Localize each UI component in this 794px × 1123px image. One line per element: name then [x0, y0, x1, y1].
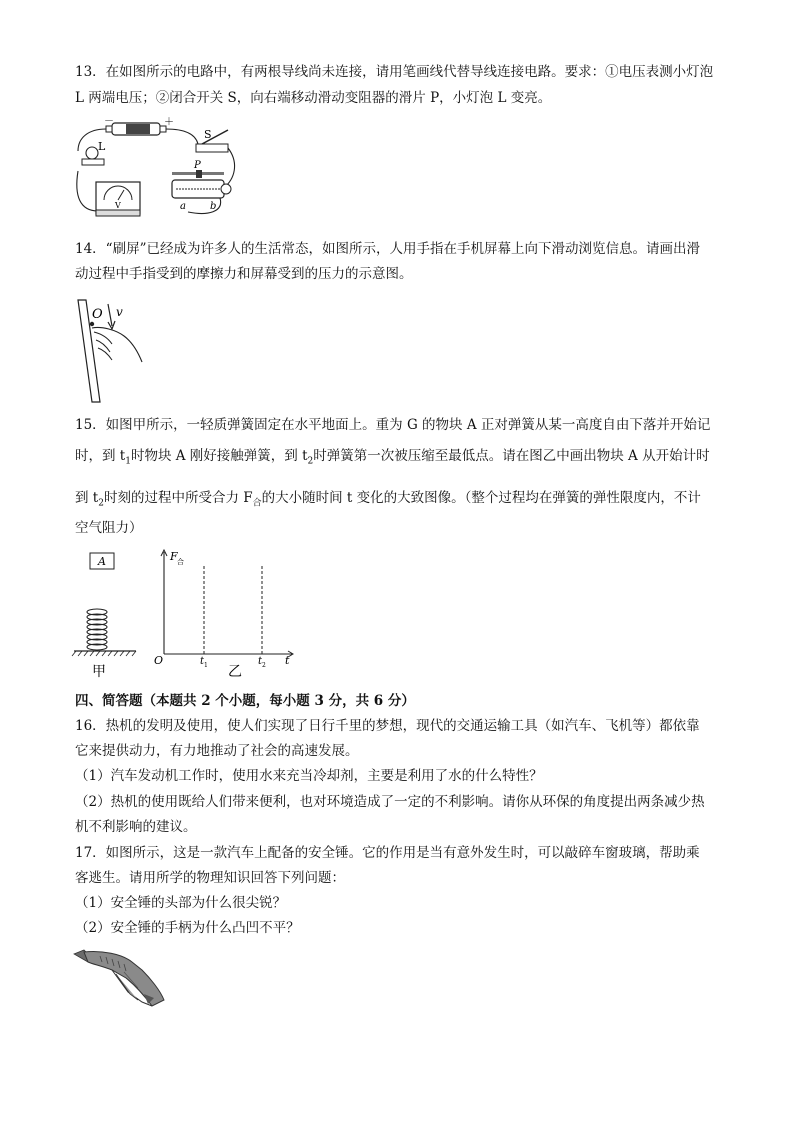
section4-title: 四、简答题（本题共 2 个小题，每小题 3 分，共 6 分）	[75, 693, 415, 709]
battery-plus-label: ＋	[164, 117, 174, 128]
contact-point-icon	[90, 322, 94, 326]
f-axis-sub-label: 合	[177, 558, 184, 566]
switch-icon	[196, 130, 228, 152]
circuit-figure	[68, 116, 240, 222]
switch-label: S	[204, 128, 212, 141]
t2-sub-label: 2	[262, 662, 266, 669]
q14-line2: 动过程中手指受到的摩擦力和屏幕受到的压力的示意图。	[75, 266, 413, 282]
t1-sub-label: 1	[204, 662, 208, 669]
q16-line1: 16．热机的发明及使用，使人们实现了日行千里的梦想，现代的交通运输工具（如汽车、飞机等）都依靠	[75, 718, 700, 734]
f-axis-label: F	[170, 550, 178, 563]
q15-line4: 空气阻力）	[75, 520, 143, 536]
slider-label: P	[194, 160, 201, 171]
q15-line1: 15．如图甲所示，一轻质弹簧固定在水平地面上。重为 G 的物块 A 正对弹簧从某一高度自由下落并开始记	[75, 417, 711, 433]
rheostat-icon	[172, 170, 231, 198]
safety-hammer-figure	[72, 940, 172, 1020]
spring-figure	[70, 548, 150, 683]
q16-line3: （1）汽车发动机工作时，使用水来充当冷却剂，主要是利用了水的什么特性？	[75, 768, 543, 784]
velocity-arrow-icon	[108, 304, 115, 329]
figure-yi-label: 乙	[228, 664, 242, 680]
spring-icon	[87, 609, 107, 650]
figure-jia-label: 甲	[92, 664, 106, 680]
battery-icon	[106, 123, 166, 135]
t2-label: t	[258, 656, 263, 667]
q17-line1: 17．如图所示，这是一款汽车上配备的安全锤。它的作用是当有意外发生时，可以敲碎车窗玻璃，帮助乘	[75, 845, 700, 861]
q17-line2: 客逃生。请用所学的物理知识回答下列问题：	[75, 870, 345, 886]
q14-line1: 14．“刷屏”已经成为许多人的生活常态，如图所示，人用手指在手机屏幕上向下滑动浏览信息。请画出滑	[75, 241, 700, 257]
force-time-graph	[152, 546, 302, 686]
hand-icon	[92, 327, 142, 362]
voltmeter-icon	[96, 182, 140, 216]
velocity-label: v	[116, 305, 123, 319]
lamp-label: L	[98, 140, 106, 153]
ground-hatching-icon	[72, 651, 136, 656]
q15-line3: 到 $t_2$时刻的过程中所受合力 $F_合$的大小随时间 t 变化的大致图像。（整个过程均在弹簧的弹性限度内，不计	[75, 490, 701, 509]
q16-line5: 机不利影响的建议。	[75, 819, 197, 835]
q16-line2: 它来提供动力，有力地推动了社会的高速发展。	[75, 743, 359, 759]
safety-hammer-icon	[74, 950, 164, 1006]
q16-line4: （2）热机的使用既给人们带来便利，也对环境造成了一定的不利影响。请你从环保的角度提出两条减少热	[75, 794, 705, 810]
voltmeter-label: V	[115, 201, 121, 210]
q17-line4: （2）安全锤的手柄为什么凸凹不平？	[75, 920, 300, 936]
q13-line1: 13．在如图所示的电路中，有两根导线尚未连接，请用笔画线代替导线连接电路。要求：①电压表测小灯泡	[75, 64, 714, 80]
block-a-label: A	[98, 555, 106, 568]
q13-line2: L 两端电压；②闭合开关 S，向右端移动滑动变阻器的滑片 P，小灯泡 L 变亮。	[75, 90, 552, 106]
battery-minus-label: －	[104, 116, 114, 127]
t-axis-label: t	[285, 654, 290, 667]
q17-line3: （1）安全锤的头部为什么很尖锐？	[75, 895, 287, 911]
origin-label: O	[154, 654, 164, 667]
phone-swipe-figure	[72, 296, 152, 406]
t1-label: t	[200, 656, 205, 667]
point-o-label: O	[92, 307, 103, 322]
q15-line2: 时，到 $t_1$时物块 A 刚好接触弹簧，到 $t_2$时弹簧第一次被压缩至最低点。请在图乙中画出物块 A 从开始计时	[75, 448, 710, 467]
terminal-a-label: a	[180, 201, 186, 212]
terminal-b-label: b	[210, 201, 217, 212]
